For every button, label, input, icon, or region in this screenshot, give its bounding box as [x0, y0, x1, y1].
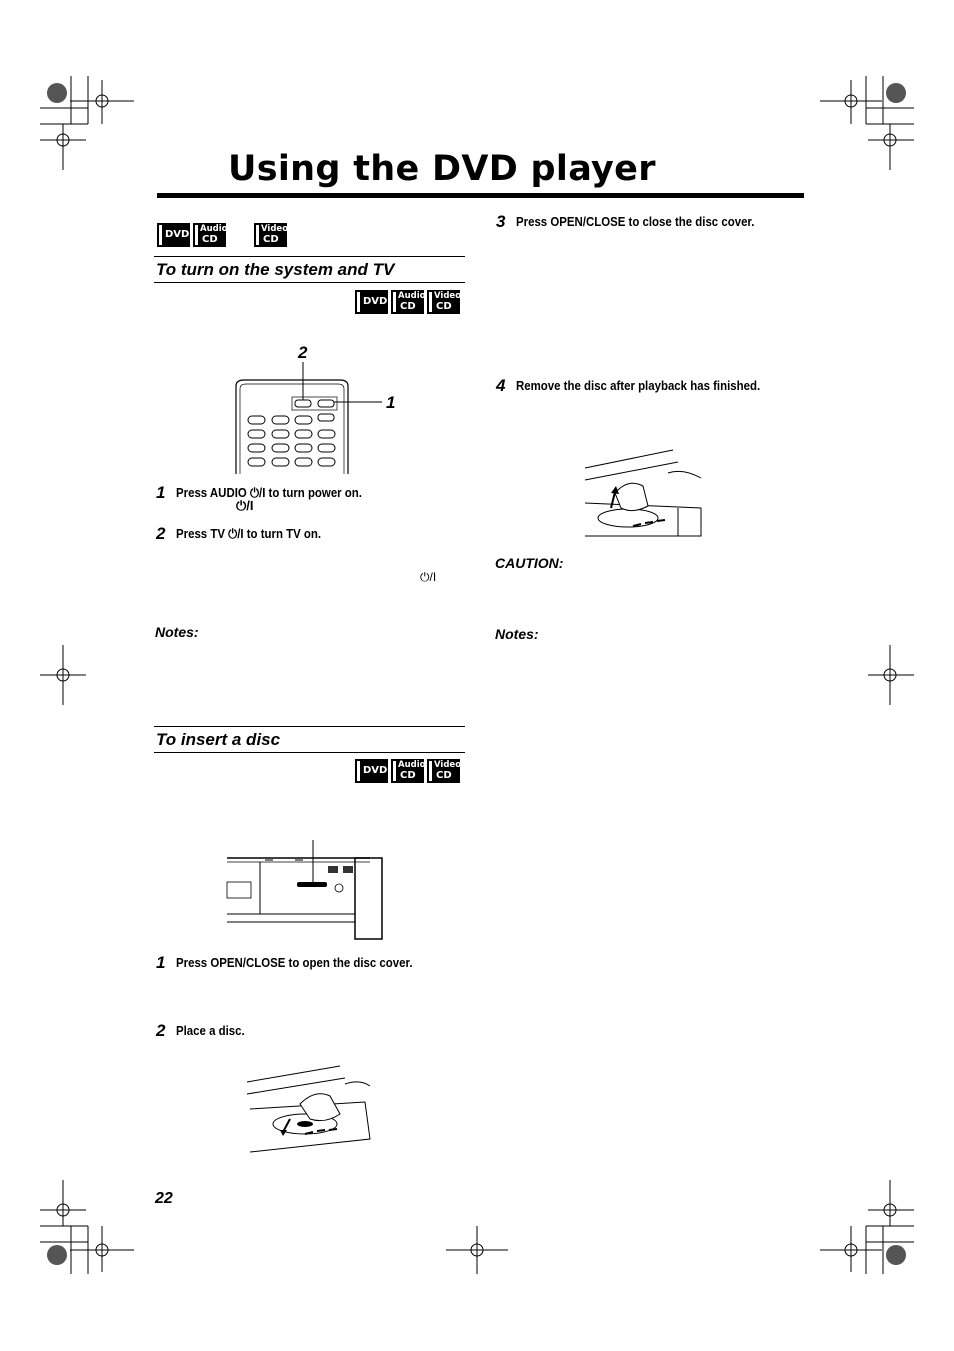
- remove-disc-illustration: [583, 448, 705, 540]
- section1-bottom-rule: [154, 282, 465, 283]
- dvd-badge: DVD: [355, 759, 388, 783]
- caution-label: CAUTION:: [495, 555, 564, 571]
- power-symbol-margin: ⏻/I: [420, 570, 437, 584]
- callout-1: 1: [386, 393, 396, 412]
- dvd-player-front-illustration: [225, 838, 385, 942]
- callout-2: 2: [298, 343, 308, 362]
- section2-bottom-rule: [154, 752, 465, 753]
- title-rule: [157, 193, 804, 198]
- power-symbol-inline: ⏻/I: [236, 498, 254, 513]
- page-number: 22: [155, 1190, 173, 1207]
- right-notes-label: Notes:: [495, 626, 539, 642]
- section1-heading: To turn on the system and TV: [156, 260, 395, 279]
- dvd-badge: DVD: [157, 223, 190, 247]
- audio-cd-badge: Audio CD: [193, 223, 226, 247]
- section2-heading: To insert a disc: [156, 730, 281, 749]
- section2-step-1: 1 Press OPEN/CLOSE to open the disc cover.: [156, 953, 413, 972]
- video-cd-badge: Video CD: [427, 290, 460, 314]
- section1-step-2: 2 Press TV ⏻/I to turn TV on.: [156, 524, 322, 543]
- audio-cd-badge: Audio CD: [391, 759, 424, 783]
- section1-step-1: 1 Press AUDIO ⏻/I to turn power on.: [156, 483, 362, 502]
- video-cd-badge: Video CD: [254, 223, 287, 247]
- section1-top-rule: [154, 256, 465, 257]
- remote-control-illustration: [230, 340, 405, 475]
- dvd-badge: DVD: [355, 290, 388, 314]
- page-title: Using the DVD player: [228, 149, 656, 189]
- right-step-4: 4 Remove the disc after playback has finished.: [496, 376, 761, 395]
- section2-top-rule: [154, 726, 465, 727]
- video-cd-badge: Video CD: [427, 759, 460, 783]
- place-disc-illustration: [245, 1064, 375, 1154]
- audio-cd-badge: Audio CD: [391, 290, 424, 314]
- section2-step-2: 2 Place a disc.: [156, 1021, 245, 1040]
- right-step-3: 3 Press OPEN/CLOSE to close the disc cover.: [496, 212, 755, 231]
- section1-notes-label: Notes:: [155, 624, 199, 640]
